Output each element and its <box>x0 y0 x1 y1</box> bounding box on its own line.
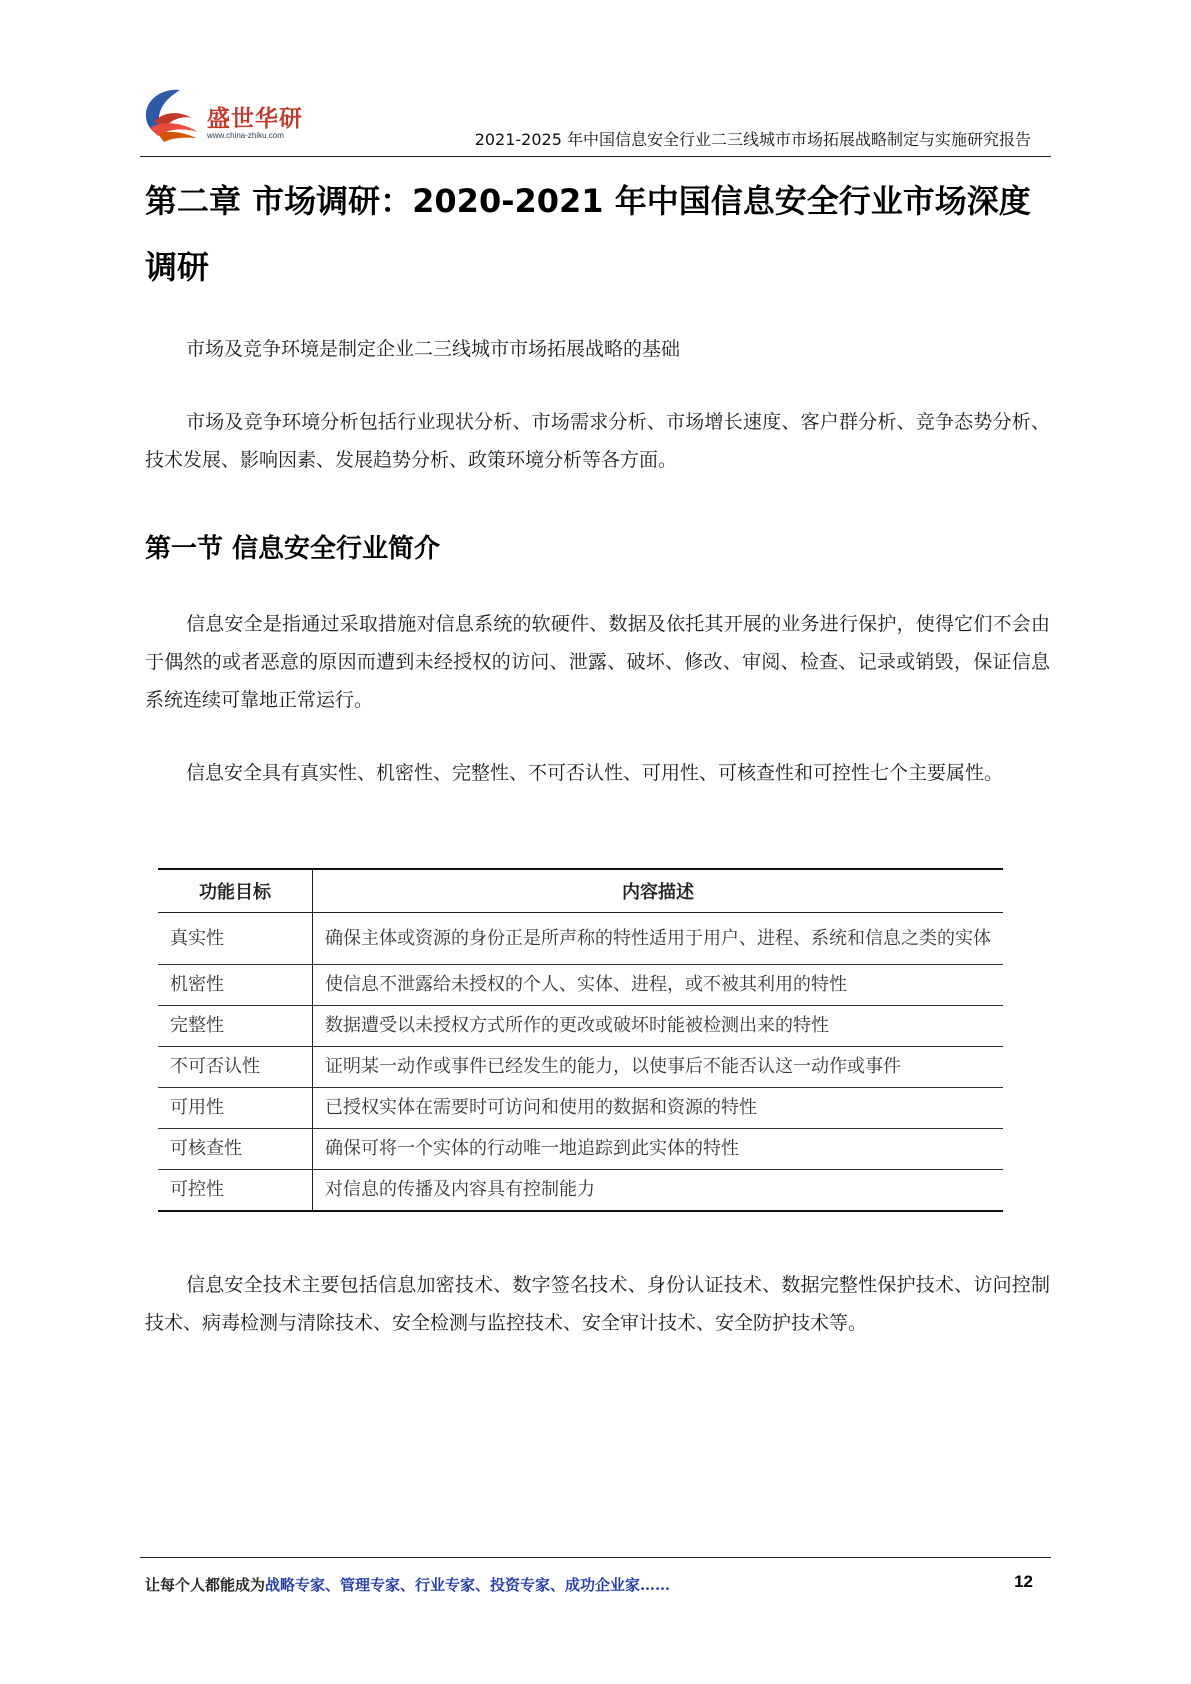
footer-slogan <box>145 1574 670 1595</box>
logo-url: www.china-zhiku.com <box>207 131 284 140</box>
page-number: 12 <box>1014 1572 1033 1591</box>
table-row <box>158 1006 1003 1047</box>
footer-roles: 战略专家、管理专家、行业专家、投资专家、成功企业家…… <box>265 1576 671 1594</box>
attribute-name: 完整性 <box>158 1006 313 1047</box>
attribute-name: 不可否认性 <box>158 1047 313 1088</box>
attribute-description: 已授权实体在需要时可访问和使用的数据和资源的特性 <box>325 1097 757 1118</box>
table-header-cell: 内容描述 <box>622 882 694 903</box>
table-header-row <box>158 869 1003 913</box>
attributes-table <box>158 868 1003 1212</box>
table-row <box>158 1047 1003 1088</box>
attribute-name: 真实性 <box>158 913 313 965</box>
section-paragraph-1: 信息安全是指通过采取措施对信息系统的软硬件、数据及依托其开展的业务进行保护，使得它们不会由于偶然的或者恶意的原因而遭到未经授权的访问、泄露、破坏、修改、审阅、检查、记录或销毁，保证信息系统连续可靠地正常运行。 <box>145 613 1050 711</box>
section-title: 第一节 信息安全行业简介 <box>145 534 441 564</box>
attribute-description: 对信息的传播及内容具有控制能力 <box>325 1178 595 1200</box>
logo-name: 盛世华研 <box>207 106 303 132</box>
attribute-name: 可用性 <box>158 1088 313 1129</box>
table-row <box>158 913 1003 965</box>
footer-divider <box>140 1557 1051 1558</box>
table-header-cell: 功能目标 <box>158 869 313 913</box>
section-paragraph-2: 信息安全具有真实性、机密性、完整性、不可否认性、可用性、可核查性和可控性七个主要属性。 <box>186 762 1004 784</box>
table-row <box>158 1088 1003 1129</box>
table-row <box>158 1129 1003 1170</box>
attribute-name: 可核查性 <box>158 1129 313 1170</box>
attribute-description: 确保主体或资源的身份正是所声称的特性适用于用户、进程、系统和信息之类的实体 <box>325 927 991 949</box>
intro-paragraph-1: 市场及竞争环境是制定企业二三线城市市场拓展战略的基础 <box>186 338 681 360</box>
report-title: 2021-2025 年中国信息安全行业二三线城市市场拓展战略制定与实施研究报告 <box>474 130 1031 149</box>
table-row <box>158 1170 1003 1211</box>
intro-paragraph-2: 市场及竞争环境分析包括行业现状分析、市场需求分析、市场增长速度、客户群分析、竞争态势分析、技术发展、影响因素、发展趋势分析、政策环境分析等各方面。 <box>145 411 1050 471</box>
table-row <box>158 965 1003 1006</box>
attribute-description: 数据遭受以未授权方式所作的更改或破坏时能被检测出来的特性 <box>325 1015 829 1036</box>
attribute-description: 确保可将一个实体的行动唯一地追踪到此实体的特性 <box>325 1138 739 1159</box>
attribute-description: 使信息不泄露给未授权的个人、实体、进程，或不被其利用的特性 <box>325 974 847 995</box>
section-paragraph-3: 信息安全技术主要包括信息加密技术、数字签名技术、身份认证技术、数据完整性保护技术、访问控制技术、病毒检测与清除技术、安全检测与监控技术、安全审计技术、安全防护技术等。 <box>145 1274 1050 1334</box>
footer-prefix: 让每个人都能成为 <box>145 1576 266 1594</box>
attribute-name: 可控性 <box>158 1170 313 1211</box>
chapter-title: 第二章 市场调研：2020-2021 年中国信息安全行业市场深度调研 <box>145 182 1031 286</box>
header-divider <box>140 156 1051 157</box>
attribute-description: 证明某一动作或事件已经发生的能力，以使事后不能否认这一动作或事件 <box>325 1056 901 1077</box>
attribute-name: 机密性 <box>158 965 313 1006</box>
